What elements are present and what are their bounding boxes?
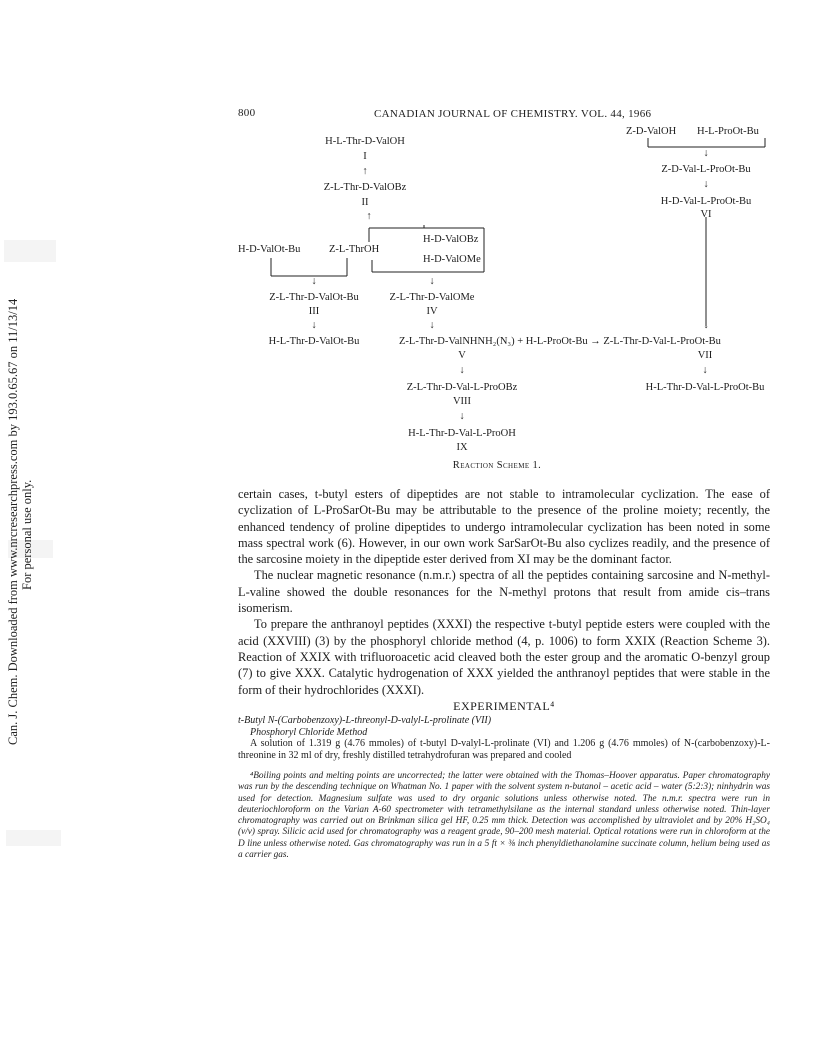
reagent-h-d-valome: H-D-ValOMe xyxy=(423,254,481,265)
procedure-text: A solution of 1.319 g (4.76 mmoles) of t-butyl D-valyl-L-prolinate (VI) and 1.206 g (4.76 mmoles) of N-(carbobenzoxy)-L-threonine in 32 ml of dry, freshly distilled tetrahydrofuran was prepared and cooled xyxy=(238,738,770,761)
journal-header: CANADIAN JOURNAL OF CHEMISTRY. VOL. 44, 1966 xyxy=(374,108,652,120)
scan-artifact xyxy=(6,830,61,846)
compound-VII-number: VII xyxy=(697,350,713,361)
reagent-z-d-valoh: Z-D-ValOH xyxy=(626,126,677,137)
arrow-down: ↓ xyxy=(703,148,709,159)
compound-II: Z-L-Thr-D-ValOBz xyxy=(323,182,407,193)
reagent-h-d-valotbu: H-D-ValOt-Bu xyxy=(238,244,301,255)
arrow-down: ↓ xyxy=(311,320,317,331)
reagent-z-l-throh: Z-L-ThrOH xyxy=(329,244,380,255)
compound-III: Z-L-Thr-D-ValOt-Bu xyxy=(269,292,359,303)
coupling-equation: Z-L-Thr-D-ValNHNH₂(N₃) + H-L-ProOt-Bu → Z-L-Thr-D-Val-L-ProOt-Bu xyxy=(399,336,721,347)
download-notice-line-2: For personal use only. xyxy=(20,479,34,590)
compound-IX: H-L-Thr-D-Val-L-ProOH xyxy=(408,428,516,439)
body-text xyxy=(238,486,770,698)
arrow-up: ↑ xyxy=(362,166,368,177)
arrow-up: ↑ xyxy=(366,211,372,222)
download-notice-line-1: Can. J. Chem. Downloaded from www.nrcresearchpress.com by 193.0.65.67 on 11/13/14 xyxy=(6,298,20,745)
compound-III-number: III xyxy=(308,306,320,317)
paragraph-cyclization: certain cases, t-butyl esters of dipeptides are not stable to intramolecular cyclization. The ease of cyclization of L-ProSarOt-Bu may be attributable to the presence of the proline moiety; recently, the enhanced tendency of proline dipeptides to undergo intramolecular cyclization has been noted in some mass spectral work (6). However, in our own work SarSarOt-Bu also cyclizes readily, and the presence of the sarcosine moiety in the dipeptide ester derived from XI may be the dominant factor. xyxy=(238,487,770,567)
arrow-down: ↓ xyxy=(459,411,465,422)
compound-h-l-thr-d-val-l-protbu: H-L-Thr-D-Val-L-ProOt-Bu xyxy=(645,382,765,393)
arrow-down: ↓ xyxy=(429,276,435,287)
compound-IV: Z-L-Thr-D-ValOMe xyxy=(389,292,475,303)
reagent-h-l-protbu: H-L-ProOt-Bu xyxy=(697,126,759,137)
compound-IX-number: IX xyxy=(456,442,468,453)
arrow-down: ↓ xyxy=(429,320,435,331)
compound-z-d-val-l-protbu: Z-D-Val-L-ProOt-Bu xyxy=(661,164,751,175)
compound-VIII-number: VIII xyxy=(452,396,472,407)
arrow-down: ↓ xyxy=(702,365,708,376)
compound-VIII: Z-L-Thr-D-Val-L-ProOBz xyxy=(406,382,518,393)
compound-VI-number: VI xyxy=(700,209,712,220)
paragraph-nmr: The nuclear magnetic resonance (n.m.r.) spectra of all the peptides containing sarcosine and N-methyl-L-valine showed the double resonances for the N-methyl protons that result from amide cis–trans isomerism. xyxy=(238,568,770,616)
scheme-connectors xyxy=(0,0,816,480)
footnote xyxy=(238,771,770,861)
compound-II-number: II xyxy=(361,197,369,208)
experimental-section xyxy=(238,715,770,761)
paragraph-anthranoyl: To prepare the anthranoyl peptides (XXXI) the respective t-butyl peptide esters were coupled with the acid (XXVIII) (3) by the phosphoryl chloride method (4, p. 1006) to form XXIX (Reaction Scheme 3). Reaction of XXIX with trifluoroacetic acid cleaved both the ester group and the aromatic O-benzyl group (7) to give XXX. Catalytic hydrogenation of XXX yielded the anthranoyl peptides that were stable in the form of their hydrochlorides (XXXI). xyxy=(238,617,770,697)
compound-VI: H-D-Val-L-ProOt-Bu xyxy=(660,196,752,207)
arrow-down: ↓ xyxy=(703,320,709,331)
arrow-down: ↓ xyxy=(703,179,709,190)
method-title: Phosphoryl Chloride Method xyxy=(250,726,368,738)
compound-h-l-thr-d-valotbu: H-L-Thr-D-ValOt-Bu xyxy=(268,336,360,347)
experimental-heading: EXPERIMENTAL⁴ xyxy=(453,699,555,713)
compound-title: t-Butyl N-(Carbobenzoxy)-L-threonyl-D-valyl-L-prolinate (VII) xyxy=(238,715,492,726)
reagent-h-d-valobz: H-D-ValOBz xyxy=(423,234,479,245)
compound-I-number: I xyxy=(363,151,367,162)
compound-I: H-L-Thr-D-ValOH xyxy=(325,136,405,147)
compound-IV-number: IV xyxy=(426,306,438,317)
footnote-text: ⁴Boiling points and melting points are uncorrected; the latter were obtained with the Thomas–Hoover apparatus. Paper chromatography was run by the descending technique on Whatman No. 1 paper with the solvent system n-butanol – acetic acid – water (5:2:3); ninhydrin was used for detection. Magnesium sulfate was used to dry organic solutions unless otherwise noted. The n.m.r. spectra were run in deuteriochloroform on the Varian A-60 spectrometer with tetramethylsilane as the internal standard unless otherwise noted. Thin-layer chromatography was carried out on Brinkman silica gel HF, 0.25 mm thick. Detection was accomplished by ultraviolet and by 20% H₂SO₄ (v/v) spray. Silicic acid used for chromatography was a reagent grade, 90–200 mesh material. Optical rotations were run in chloroform at the D line unless otherwise noted. Gas chromatography was run in a 5 ft × ⅜ inch phenyldiethanolamine succinate column, helium being used as a carrier gas. xyxy=(238,771,770,861)
compound-V-number: V xyxy=(458,350,466,361)
arrow-down: ↓ xyxy=(311,276,317,287)
page-number: 800 xyxy=(238,107,256,119)
scheme-caption: Reaction Scheme 1. xyxy=(452,460,542,471)
arrow-down: ↓ xyxy=(459,365,465,376)
